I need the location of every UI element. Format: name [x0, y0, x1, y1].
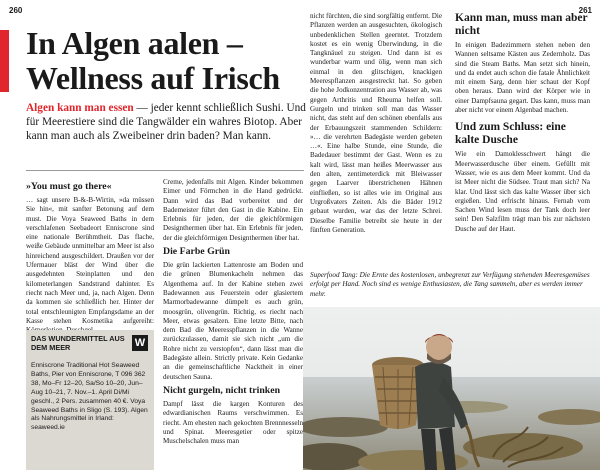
text-column-4: [455, 12, 590, 234]
paragraph: Die grün lackierten Lattenroste am Boden und die grünen Blumenkacheln nehmen das Algenthema auf. In der Kabine stehen zwei Badewannen aus Feuerstein oder glasiertem Marmorbadewanne dümpelt es auch grün, moosgrün, olivengrün. Richtig, es riecht nach Meer, etwas gesalzen. Eine letzte Bitte, nach dem Bad die Meeresspflanzen in die Wanne zurückzulassen, damit sie sich nicht „um die Rohre nicht zu verstopfen“, dann lässt man die Badegäste allein. Strictly private. Kein Gedanke an die gemeinschaftliche Nacktheit in einer deutschen Sauna.: [163, 261, 303, 381]
paragraph: Dampf lässt die kargen Konturen des edwardianischen Raums verschwimmen. Es riecht. Am ehesten nach gekochten Brennnesseln und Spinat. Meeresgetier oder spitze Muschelschalen muss man: [163, 399, 303, 446]
paragraph: Creme, jedenfalls mit Algen. Kinder bekommen Eimer und Förmchen in die Hand gedrückt. Dann wird das Bad vorbereitet und der Bademeister führt den Gast in die Kabine. Ein Erlebnis für jeden, der die gleichförmigen Designthermen über hat. Ein Erlebnis für jeden, der die gleichförmigen Designthermen über hat.: [163, 178, 303, 242]
seaweed-harvest-photo: [303, 307, 600, 470]
section-heading: Die Farbe Grün: [163, 246, 230, 258]
w-logo-icon: W: [132, 335, 148, 351]
accent-bar: [0, 30, 9, 92]
text-column-2: [163, 178, 303, 446]
page-number-right: 261: [578, 6, 592, 15]
paragraph: In einigen Badezimmern stehen neben den Wannen seltsame Kästen aus Zedernholz. Das sind die Steam Baths. Man setzt sich hinein, und da endet auch schon die fatale Ähnlichkeit mit einem Sarg, denn hier schaut der Kopf oben heraus. Dann wird der Körper wie in einer Dampfsauna gegart. Das kann, muss man aber nicht vor einem Algenbad machen.: [455, 41, 590, 115]
article-intro: [26, 101, 308, 144]
page-number-left: 260: [9, 6, 23, 15]
column-divider: [26, 170, 304, 171]
section-heading: »You must go there«: [26, 181, 112, 192]
paragraph: Wie ein Damoklesschwert hängt die Meerwasserdusche über einem. Gefüllt mit Wasser, wie es aus dem Meer kommt. Und da ist Meer nicht die Südsee. Traut man sich? Na klar. Und lässt sich das kalte Wasser über sich ergießen. Und erfrischt hinaus. Fernab vom Sachen Wind lesen muss der Tank doch leer sein! Den Salzfilm trägt man bis zur nächsten Dusche auf der Haut.: [455, 150, 590, 233]
intro-lead: Algen kann man essen: [26, 102, 134, 114]
photo-caption: Superfood Tang: Die Ernte des kostenlosen, unbegrenzt zur Verfügung stehenden Meeresgemüses erfolgt per Hand. Noch sind es wenige Enthusiasten, die Tang sammeln, aber es werden immer mehr.: [310, 271, 590, 298]
article-headline: In Algen aalen – Wellness auf Irisch: [26, 25, 280, 96]
paragraph: nicht fürchten, die sind sorgfältig entfernt. Die Pflanzen werden an ausgesuchten, ökologisch unbedenklichen Stellen geerntet. Trotzdem kostet es ein wenig Überwindung, in die Tangknäuel zu steigen. Und dann ist es wunderbar warm und ölig, wenn man sich einmal in den glitschigen, knackigen Meerespflanzen ausgestreckt hat. So geben die hohe Jodkonzentration aus Wasser ab, was gegen Arthritis und Rheuma helfen soll. Gurgeln und trinken soll man das Wasser nicht, das steht auf den schönen ebenfalls aus der Erbauungszeit stammenden Schildern: »… die verehrten Badegäste werden gebeten …«. Eine halbe Stunde, eine Stunde, die Badedauer bestimmt der Gast. Wenn es zu kalt wird, lässt man heißes Meerwasser aus den alten, zentimeterdick mit Bleiwasser gegen Laarver überstrichenen Hähnen einfließen, so ist alles wie im Original aus Urgroßvaters Zeiten. Als die Bäder 1912 gebaut wurden, war das der letzte Schrei. Dieselbe Familie betreibt sie heute in der fünften Generation.: [310, 12, 442, 234]
section-heading: Nicht gurgeln, nicht trinken: [163, 384, 281, 396]
text-column-1: [26, 178, 154, 335]
text-column-3: [310, 12, 442, 235]
paragraph: … sagt unsere B-&-B-Wirtin, »da müssen Sie hin«, mit sanfter Betonung auf dem must. Die Voya Seaweed Baths in dem verschlafenen Seebadeort Enniscrone sind eine nationale Berühmtheit. Das flache, weiße Gebäude unmittelbar am Meer ist also hinreichend ausgeschildert. Draußen vor der Ufermauer bläst der Wind über die ausgedehnten Steinplatten und den kilometerlangen Sandstrand dahinter. Es riecht nach Meer und, ja, nach Algen. Denn da kommen sie schließlich her. Hinter der total entschleunigten Empfangsdame an der Kasse stehen Kosmetika aufgereiht:: [26, 196, 154, 325]
section-heading: Und zum Schluss: eine kalte Dusche: [455, 121, 566, 147]
info-box: [26, 330, 154, 470]
intro-text: — jeder kennt schließlich Sushi. Und für Meerestiere sind die Tangwälder ein wahres Biotop. Aber kann man auch als Zweibeiner drin baden? Man kann.: [26, 102, 306, 143]
section-heading: Kann man, muss man aber nicht: [455, 12, 588, 37]
info-box-title: DAS WUNDERMITTEL AUS DEM MEER: [31, 334, 125, 352]
info-box-text: Enniscrone Traditional Hot Seaweed Baths, Pier von Enniscrone, T 096 362 38, Mo–Fr 12–20, Sa/So 10–20, Jun–Aug 10–21, 7. Nov.–1. April Di/Mi geschl., 2 Pers. zusammen 40 €. Voya Seaweed Baths in Sligo (S. 193). Algen als Nahrungsmittel in Irland: seaweed.ie: [31, 362, 148, 432]
